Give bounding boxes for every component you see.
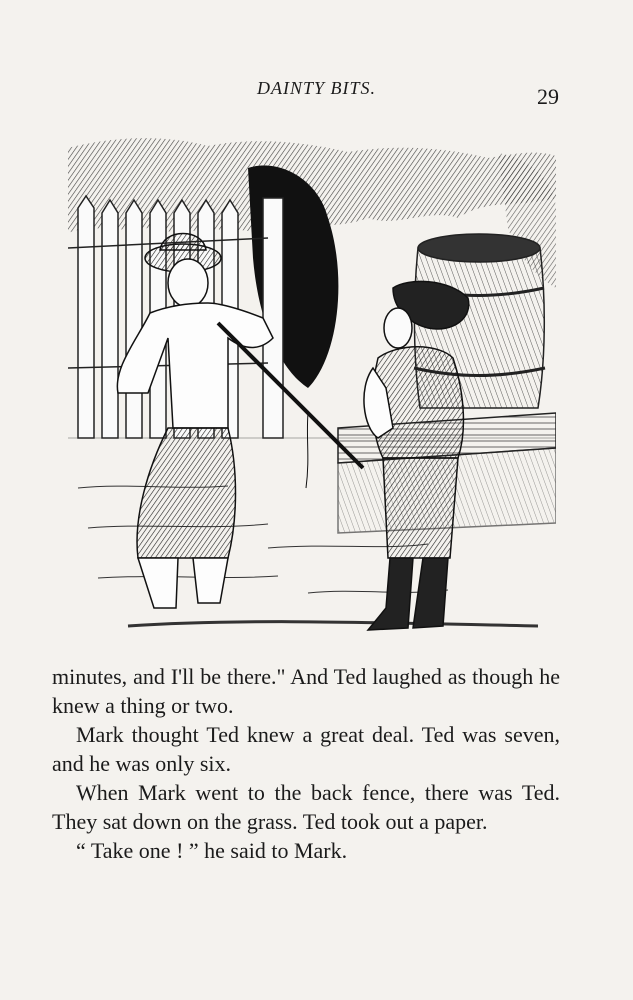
paragraph: minutes, and I'll be there." And Ted laughed as though he knew a thing or two. xyxy=(52,664,560,718)
body-text xyxy=(52,662,560,865)
page-number: 29 xyxy=(537,84,559,109)
paragraph: “ Take one ! ” he said to Mark. xyxy=(76,838,348,863)
paragraph: When Mark went to the back fence, there was Ted. They sat down on the grass. Ted took out a paper. xyxy=(52,780,560,834)
running-title: DAINTY BITS. xyxy=(256,78,376,98)
paragraph: Mark thought Ted knew a great deal. Ted was seven, and he was only six. xyxy=(52,722,560,776)
engraving-illustration xyxy=(68,138,556,643)
